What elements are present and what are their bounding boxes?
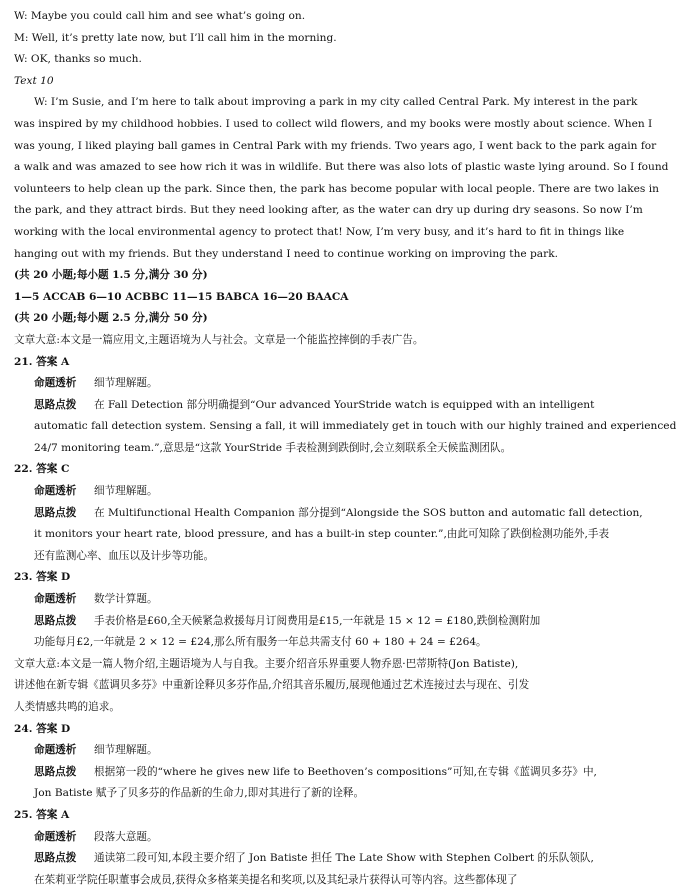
tips-line: 24/7 monitoring team.”,意思是“这款 YourStride 手表检测到跌倒时,会立刻联系全天候监测团队。 [34, 441, 512, 454]
tips-line: 功能每月£2,一年就是 2 × 12 = £24,那么所有服务一年总共需支付 60 + 180 + 24 = £264。 [34, 636, 487, 649]
tips-label: 思路点拨 [34, 852, 77, 865]
dialogue-line: W: OK, thanks so much. [14, 53, 142, 66]
tips-line: 通读第二段可知,本段主要介绍了 Jon Batiste 担任 The Late Show with Stephen Colbert 的乐队领队, [94, 852, 594, 865]
dialogue-block [14, 6, 591, 71]
analysis-label: 命题透析 [34, 377, 77, 390]
passage-line: was young, I liked playing ball games in Central Park with my friends. Two years ago, I went back to the park again for [14, 139, 657, 152]
summary-line: 讲述他在新专辑《蓝调贝多芬》中重新诠释贝多芬作品,介绍其音乐履历,展现他通过艺术连接过去与现在、引发 [14, 679, 530, 692]
question-head: 24. 答案 D [14, 722, 71, 735]
analysis-text: 段落大意题。 [94, 830, 158, 843]
tips-line: 根据第一段的“where he gives new life to Beethoven’s compositions”可知,在专辑《蓝调贝多芬》中, [94, 765, 597, 778]
tips-label: 思路点拨 [34, 506, 77, 519]
analysis-label: 命题透析 [34, 593, 77, 606]
summary-line: 人类情感共鸣的追求。 [14, 701, 120, 713]
tips-line: 还有监测心率、血压以及计步等功能。 [34, 549, 215, 562]
analysis-text: 细节理解题。 [94, 744, 158, 757]
section2-header: (共 20 小题;每小题 2.5 分,满分 50 分) [14, 312, 208, 325]
passage-line: volunteers to help clean up the park. Since then, the park has become popular with local people. There are two lakes in [14, 182, 659, 195]
analysis-text: 细节理解题。 [94, 485, 158, 498]
analysis-text: 细节理解题。 [94, 377, 158, 390]
passage-line: the park, and they attract birds. But they need looking after, as the water can dry up during dry seasons. So now I’m [14, 204, 643, 217]
question-head: 23. 答案 D [14, 571, 71, 584]
tips-label: 思路点拨 [34, 614, 77, 627]
passage-line: working with the local environmental agency to protect that! Now, I’m very busy, and it’s hard to fit in things like [14, 225, 625, 238]
passage-line: W: I’m Susie, and I’m here to talk about improving a park in my city called Central Park. My interest in the park [34, 96, 638, 109]
passage-line: a walk and was amazed to see how rich it was in wildlife. But there was also lots of plastic waste lying around. So I found [14, 161, 669, 174]
tips-line: 在茱莉亚学院任职董事会成员,获得众多格莱美提名和奖项,以及其纪录片获得认可等内容。这些都体现了 [34, 873, 518, 886]
passage2-summary [14, 654, 591, 719]
text10-heading: Text 10 [14, 74, 54, 87]
dialogue-line: W: Maybe you could call him and see what’s going on. [14, 10, 306, 22]
question-24 [14, 719, 597, 805]
tips-line: it monitors your heart rate, blood pressure, and has a built-in step counter.”,由此可知除了跌倒检测功能外,手表 [34, 528, 610, 541]
question-25 [14, 805, 594, 891]
analysis-label: 命题透析 [34, 485, 77, 498]
passage-line: hanging out with my friends. But they understand I need to continue working on improving the park. [14, 247, 558, 260]
tips-label: 思路点拨 [34, 398, 77, 411]
analysis-label: 命题透析 [34, 744, 77, 757]
question-22 [14, 459, 643, 567]
tips-line: 手表价格是£60,全天候紧急救援每月订阅费用是£15,一年就是 15 × 12 = £180,跌倒检测附加 [94, 614, 541, 627]
question-21 [14, 352, 676, 460]
summary-line: 文章大意:本文是一篇人物介绍,主题语境为人与自我。主要介绍音乐界重要人物乔恩·巴蒂斯特(Jon Batiste), [14, 657, 519, 670]
passage1-summary: 文章大意:本文是一篇应用文,主题语境为人与社会。文章是一个能监控摔倒的手表广告。 [14, 333, 424, 346]
analysis-label: 命题透析 [34, 830, 77, 843]
question-head: 21. 答案 A [14, 355, 70, 368]
text10-passage [14, 92, 669, 265]
tips-line: Jon Batiste 赋予了贝多芬的作品新的生命力,即对其进行了新的诠释。 [34, 787, 365, 800]
question-23 [14, 567, 591, 653]
section1-header: (共 20 小题;每小题 1.5 分,满分 30 分) [14, 269, 208, 282]
analysis-text: 数学计算题。 [94, 593, 158, 606]
tips-line: 在 Multifunctional Health Companion 部分提到“Alongside the SOS button and automatic fall detection, [94, 506, 643, 519]
question-head: 22. 答案 C [14, 463, 70, 476]
tips-line: automatic fall detection system. Sensing a fall, it will immediately get in touch with our highly trained and experienced [34, 420, 676, 433]
dialogue-line: M: Well, it’s pretty late now, but I’ll call him in the morning. [14, 31, 337, 44]
tips-label: 思路点拨 [34, 765, 77, 778]
section1-answers: 1—5 ACCAB 6—10 ACBBC 11—15 BABCA 16—20 BAACA [14, 290, 349, 303]
tips-line: 在 Fall Detection 部分明确提到“Our advanced YourStride watch is equipped with an intelligent [94, 398, 595, 411]
passage-line: was inspired by my childhood hobbies. I used to collect wild flowers, and my books were mostly about science. When I [14, 117, 653, 130]
question-head: 25. 答案 A [14, 808, 70, 821]
